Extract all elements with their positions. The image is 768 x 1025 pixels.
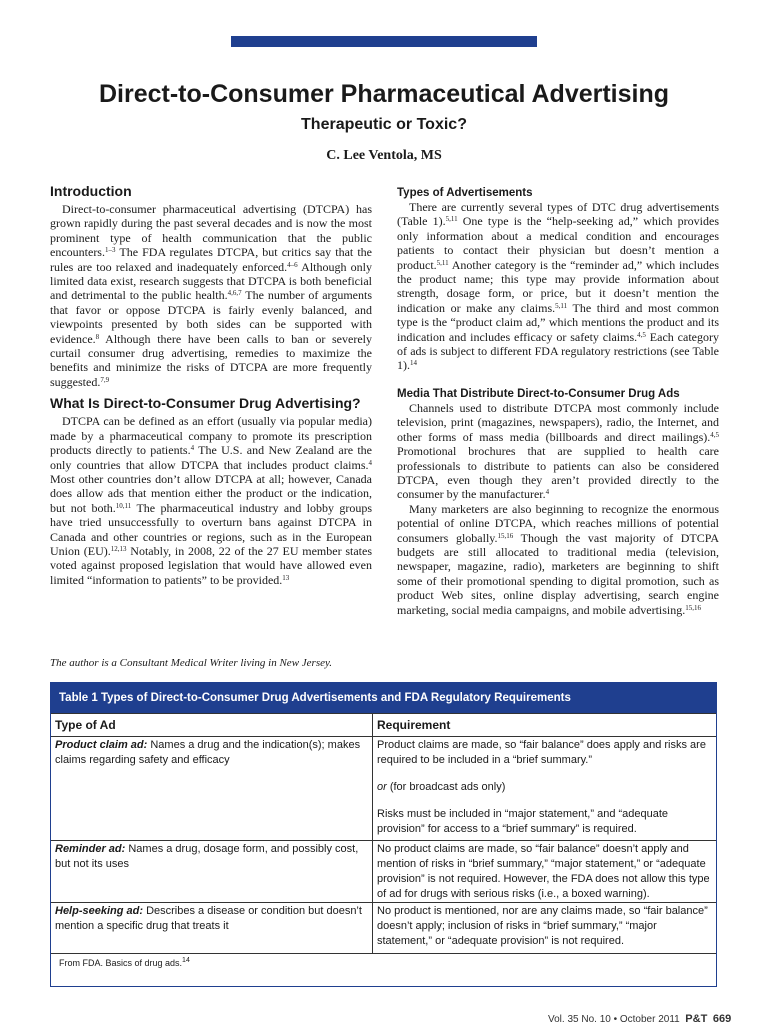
- table-source-note: From FDA. Basics of drug ads.$^{14}$: [51, 953, 716, 973]
- section-heading-types: Types of Advertisements: [397, 187, 533, 199]
- ad-type-cell: Help-seeking ad: Describes a disease or condition but doesn’t mention a specific drug that treats it: [51, 903, 373, 953]
- page-number: 669: [712, 1013, 732, 1025]
- requirement-cell: No product claims are made, so “fair balance” doesn’t apply and mention of risks in “brief summary,” “major statement,” or “adequate provision” is not required. However, the FDA does not allow this type of ad for drugs with serious risks (i.e., a boxed warning).: [377, 843, 710, 900]
- journal-name: P&T: [685, 1013, 708, 1025]
- requirement-cell: Product claims are made, so “fair balance” does apply and risks are required to be included in a “brief summary.” or (for broadcast ads only) Risks must be included in “major statement,” and “adequate provision” for access to a “brief summary” is required.: [377, 739, 706, 835]
- ad-type-cell: Reminder ad: Names a drug, dosage form, and possibly cost, but not its uses: [51, 841, 373, 902]
- regulatory-table: [50, 682, 717, 987]
- page-footer: [548, 1013, 731, 1025]
- paragraph-media-online: Many marketers are also beginning to recognize the enormous potential of online DTCPA, which reaches millions of potential consumers globally.$^{15,16}$ Though the vast majority of DTCPA budgets are still allocated to traditional media (television, newspaper, magazine, radio), marketers are beginning to shift some of their promotional spending to digital promotion, such as product Web sites, online display advertising, search engine marketing, social media campaigns, and mobile advertising.$^{15,16}$: [397, 501, 719, 617]
- article-subtitle: Therapeutic or Toxic?: [301, 116, 467, 133]
- table-caption: Table 1 Types of Direct-to-Consumer Drug Advertisements and FDA Regulatory Requirements: [51, 683, 716, 713]
- header-accent-bar: [231, 36, 537, 47]
- table-header-row: [51, 713, 716, 736]
- left-column: [50, 183, 372, 587]
- right-column: [397, 186, 719, 617]
- paragraph-media-channels: Channels used to distribute DTCPA most commonly include television, print (magazines, newspapers), radio, the Internet, and other forms of mass media (billboards and direct mailings).$^{4,5}$ Promotional brochures that are supplied to health care professionals to distribute to patients can also be considered DTCPA, even though they aren’t provided directly to the consumer by the manufacturer.$^4$: [397, 400, 719, 502]
- article-title: Direct-to-Consumer Pharmaceutical Advertising: [98, 80, 670, 108]
- table-row: [51, 840, 716, 902]
- table-row: [51, 736, 716, 840]
- column-header-type: Type of Ad: [51, 714, 373, 736]
- issue-info: Vol. 35 No. 10 • October 2011: [548, 1014, 680, 1025]
- ad-type-cell: Product claim ad: Names a drug and the indication(s); makes claims regarding safety and efficacy: [51, 737, 373, 840]
- author-note: The author is a Consultant Medical Writer living in New Jersey.: [50, 657, 333, 669]
- table-row: [51, 902, 716, 953]
- column-header-requirement: Requirement: [377, 718, 451, 732]
- section-heading-media: Media That Distribute Direct-to-Consumer Drug Ads: [397, 387, 680, 400]
- article-author: C. Lee Ventola, MS: [326, 148, 442, 163]
- section-heading-what-is-dtca: What Is Direct-to-Consumer Drug Advertising?: [50, 395, 361, 412]
- paragraph-definition: DTCPA can be defined as an effort (usually via popular media) made by a pharmaceutical company to promote its prescription products directly to patients.$^4$ The U.S. and New Zealand are the only countries that allow DTCPA that includes product claims.$^4$ Most other countries don’t allow DTCPA at all; however, Canada does allow ads that mention either the product or the indication, but not both.$^{10,11}$ The pharmaceutical industry and lobby groups have tried unsuccessfully to overturn bans against DTCPA in Canada and other countries or regions, such as in the European Union (EU).$^{12,13}$ Notably, in 2008, 22 of the 27 EU member states voted against proposed legislation that would have allowed even limited “information to patients” to be provided.$^{13}$: [50, 414, 373, 587]
- requirement-cell: No product is mentioned, nor are any claims made, so “fair balance” doesn’t apply; inclusion of risks in “brief summary,” “major statement,” or “adequate provision” is not required.: [377, 905, 708, 947]
- section-heading-introduction: Introduction: [50, 183, 132, 199]
- paragraph-types: There are currently several types of DTC drug advertisements (Table 1).$^{5,11}$ One type is the “help-seeking ad,” which provides only information about a medical condition and encourages patients to contact their physician but doesn’t mention a product.$^{5,11}$ Another category is the “reminder ad,” which includes the product name; this type may provide information about strength, dosage form, or price, but it doesn’t mention the indication or make any claims.$^{5,11}$ The third and most common type is the “product claim ad,” which mentions the product and its indication and includes efficacy or safety claims.$^{4,5}$ Each category of ads is subject to different FDA regulatory restrictions (see Table 1).$^{14}$: [397, 200, 720, 373]
- paragraph-introduction: Direct-to-consumer pharmaceutical advertising (DTCPA) has grown rapidly during the past several decades and is now the most prominent type of health communication that the public encounters.$^{1-3}$ The FDA regulates DTCPA, but critics say that the rules are too relaxed and inadequately enforced.$^{4-6}$ Although only limited data exist, research suggests that DTCPA is both beneficial and detrimental to the public health.$^{4,6,7}$ The number of arguments that favor or oppose DTCPA is fairly evenly balanced, and viewpoints presented by both sides can be supported with evidence.$^8$ Although there have been calls to ban or severely curtail consumer drug advertising, remedies to maximize the benefits and minimize the risks of DTCPA are more frequently suggested.$^{7,9}$: [50, 202, 372, 389]
